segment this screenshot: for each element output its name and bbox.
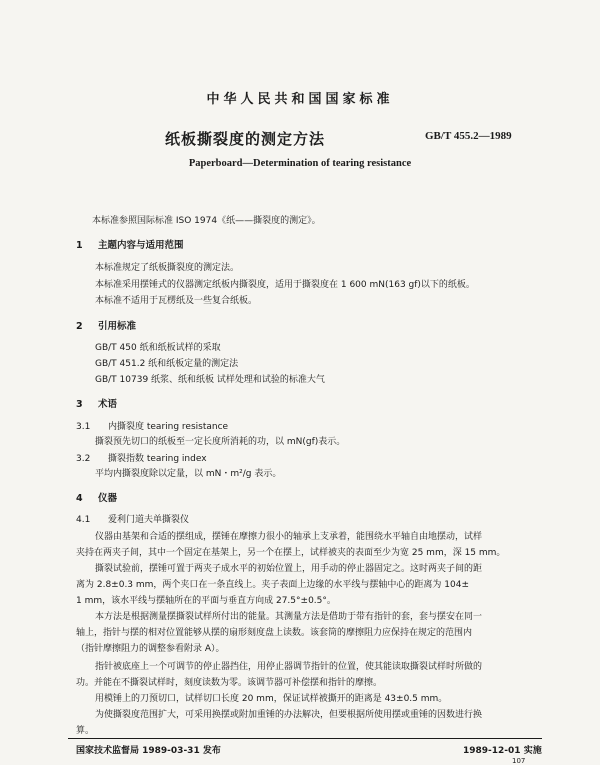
section-1-line: 本标准采用摆锤式的仪器测定纸板内撕裂度，适用于撕裂度在 1 600 mN(163 gf)以下的纸板。 <box>95 280 475 290</box>
section-3-heading <box>76 396 117 410</box>
section-number: 2 <box>76 321 83 332</box>
effective-date: 1989-12-01 实施 <box>463 746 542 756</box>
standard-code: GB/T 455.2—1989 <box>425 130 512 142</box>
page-number: 107 <box>512 757 526 765</box>
section-2-heading <box>76 318 136 332</box>
term-heading <box>76 451 207 464</box>
section-title: 仪器 <box>98 493 118 504</box>
term-number: 3.1 <box>76 422 91 432</box>
section-1-line: 本标准不适用于瓦楞纸及一些复合纸板。 <box>95 296 258 306</box>
english-title: Paperboard—Determination of tearing resistance <box>188 158 412 169</box>
term-heading <box>76 419 228 432</box>
issue-date: 国家技术监督局 1989-03-31 发布 <box>76 746 221 756</box>
paragraph-line: 本方法是根据测量摆撕裂试样所付出的能量。其测量方法是借助于带有指针的套，套与摆安在同一 <box>95 612 483 622</box>
subsection-title: 爱利门道夫单撕裂仪 <box>108 515 190 525</box>
paragraph-line: 功。并能在不撕裂试样时，刻度读数为零。该调节器可补偿摆和指针的摩擦。 <box>76 678 383 688</box>
section-1-line: 本标准规定了纸板撕裂度的测定法。 <box>95 263 240 273</box>
subsection-number: 4.1 <box>76 515 91 525</box>
paragraph-line: 撕裂试验前，摆锤可置于两夹子成水平的初始位置上，用手动的停止器固定之。这时两夹子间的距 <box>95 564 483 574</box>
paragraph-line: 指针被底座上一个可调节的停止器挡住，用停止器调节指针的位置，使其能读取撕裂试样时所做的 <box>95 662 483 672</box>
section-title: 术语 <box>98 399 118 410</box>
paragraph-line: 用模锤上的刀预切口，试样切口长度 20 mm，保证试样被撕开的距离是 43±0.5 mm。 <box>95 694 448 704</box>
subsection-heading <box>76 512 189 525</box>
standard-type-header: 中华人民共和国国家标准 <box>206 92 394 107</box>
paragraph-line: 夹持在两夹子间，其中一个固定在基架上，另一个在摆上，试样被夹的表面至少为宽 25 mm，深 15 mm。 <box>76 548 506 558</box>
paragraph-line: 为使撕裂度范围扩大，可采用换摆或附加重锤的办法解决，但要根据所使用摆或重锤的因数进行换 <box>95 710 483 720</box>
section-number: 4 <box>76 493 83 504</box>
reference-item: GB/T 451.2 纸和纸板定量的测定法 <box>95 359 239 369</box>
section-4-heading <box>76 490 117 504</box>
paragraph-line: 轴上，指针与摆的相对位置能够从摆的扇形刻度盘上读数。该套筒的摩擦阻力应保持在规定的范围内 <box>76 628 473 638</box>
term-name: 内撕裂度 tearing resistance <box>108 422 229 432</box>
term-name: 撕裂指数 tearing index <box>108 454 207 464</box>
term-number: 3.2 <box>76 454 91 464</box>
paragraph-line: （指针摩擦阻力的调整参看附录 A）。 <box>76 644 225 654</box>
section-number: 1 <box>76 240 83 251</box>
footer-divider <box>68 738 542 739</box>
term-definition: 撕裂预先切口的纸板至一定长度所消耗的功，以 mN(gf)表示。 <box>95 437 346 447</box>
intro-text: 本标准参照国际标准 ISO 1974《纸——撕裂度的测定》。 <box>92 216 321 226</box>
paragraph-line: 仪器由基架和合适的摆组成，摆锤在摩擦力很小的轴承上支承着，能围绕水平轴自由地摆动，试样 <box>95 532 483 542</box>
paragraph-line: 算。 <box>76 726 95 736</box>
term-definition: 平均内撕裂度除以定量，以 mN・m²/g 表示。 <box>95 469 282 479</box>
reference-item: GB/T 10739 纸浆、纸和纸板 试样处理和试验的标准大气 <box>95 375 325 385</box>
paragraph-line: 1 mm，该水平线与摆轴所在的平面与垂直方向成 27.5°±0.5°。 <box>76 596 336 606</box>
paragraph-line: 离为 2.8±0.3 mm，两个夹口在一条直线上。夹子表面上边缘的水平线与摆轴中心的距离为 104± <box>76 580 470 590</box>
reference-item: GB/T 450 纸和纸板试样的采取 <box>95 343 221 353</box>
section-title: 主题内容与适用范围 <box>98 240 184 251</box>
page-title: 纸板撕裂度的测定方法 <box>165 130 326 148</box>
section-number: 3 <box>76 399 83 410</box>
section-1-heading <box>76 237 184 251</box>
section-title: 引用标准 <box>98 321 137 332</box>
